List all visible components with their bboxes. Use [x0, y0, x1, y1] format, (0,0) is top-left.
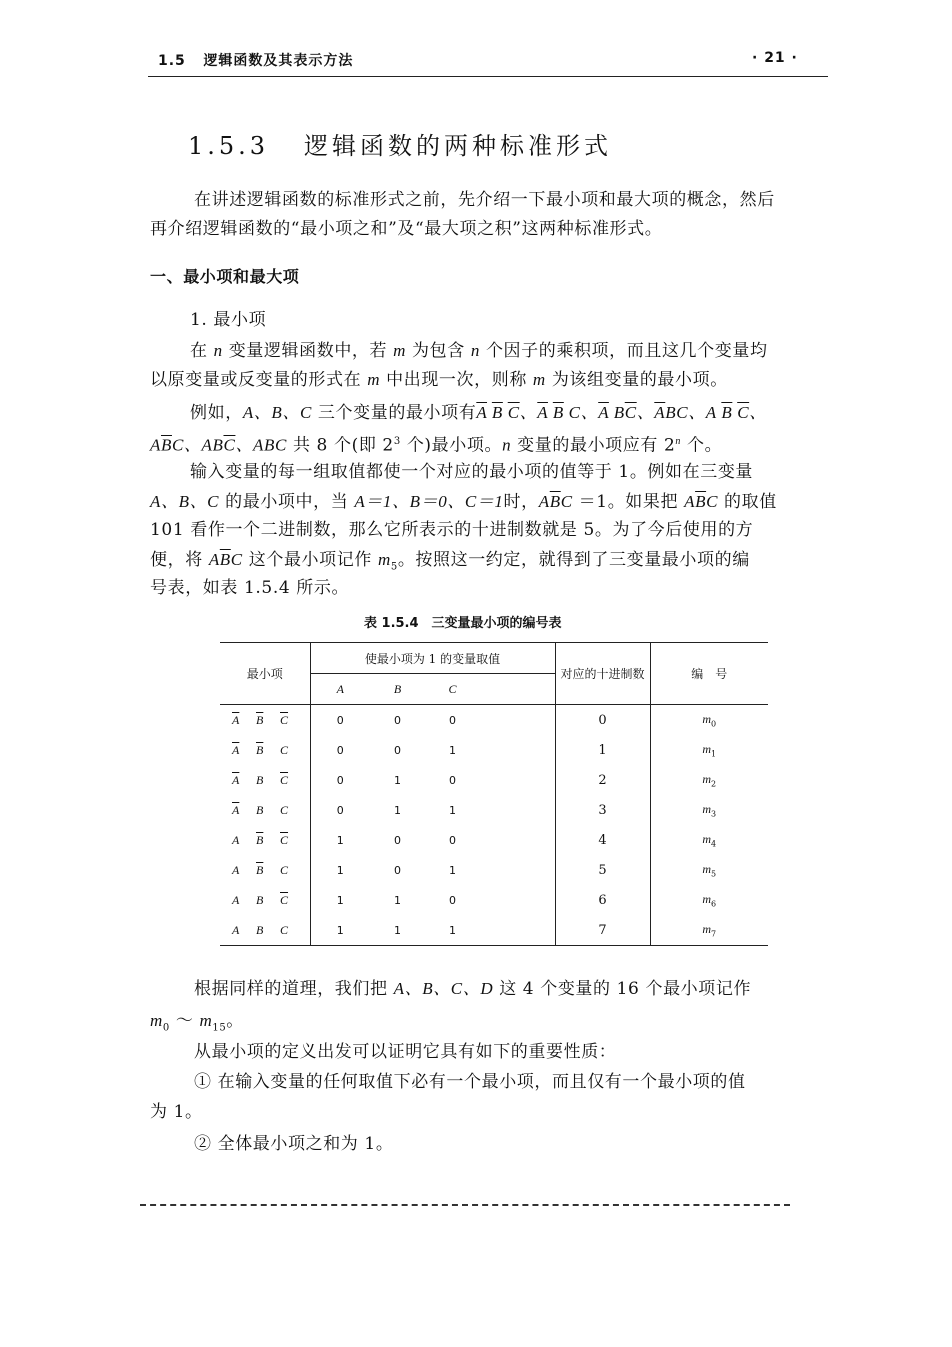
id-cell: $m_1$ — [702, 741, 717, 759]
header-title: 逻辑函数及其表示方法 — [203, 53, 354, 69]
value-cell: 0 — [449, 893, 456, 907]
intro-line-2: 再介绍逻辑函数的“最小项之和”及“最大项之积”这两种标准形式。 — [150, 219, 663, 239]
col-decimal: 对应的十进制数 — [555, 643, 650, 705]
header-rule — [148, 76, 828, 77]
table-row — [220, 795, 768, 825]
section-number: 1.5.3 — [188, 132, 270, 160]
col-a: A — [310, 674, 370, 705]
value-cell: 0 — [336, 803, 344, 817]
explain-line-3: 101 看作一个二进制数，那么它所表示的十进制数就是 5。为了今后使用的方 — [150, 520, 754, 540]
property-intro: 从最小项的定义出发可以证明它具有如下的重要性质： — [194, 1042, 617, 1062]
table-caption: 表 1.5.4 三变量最小项的编号表 — [364, 616, 562, 631]
decimal-cell: 4 — [555, 825, 650, 855]
minterm-table — [220, 642, 768, 946]
id-cell: $m_3$ — [702, 801, 717, 819]
page-number: · 21 · — [752, 50, 798, 66]
decimal-cell: 7 — [555, 915, 650, 946]
value-cell: 1 — [449, 803, 456, 817]
col-values: 使最小项为 1 的变量取值 — [310, 643, 555, 674]
section-title — [188, 126, 612, 161]
item-heading: 1. 最小项 — [190, 310, 267, 330]
example-line-2: $A\overline{B}C$、$AB\overline{C}$、ABC 共 8 个(即 $2^3$ 个)最小项。n 变量的最小项应有 2$^n$ 个。 — [150, 435, 723, 456]
id-cell: $m_0$ — [702, 711, 717, 729]
minterm-cell: A B $\overline{C}$ — [220, 885, 310, 915]
table-row — [220, 705, 768, 736]
col-id: 编 号 — [650, 643, 768, 705]
id-cell: $m_5$ — [702, 861, 717, 879]
value-cell: 1 — [394, 893, 401, 907]
minterm-cell: A B C — [220, 915, 310, 946]
value-cell: 1 — [336, 863, 344, 877]
subheading: 一、最小项和最大项 — [150, 267, 300, 286]
property-2: ② 全体最小项之和为 1。 — [194, 1134, 394, 1154]
id-cell: $m_7$ — [702, 921, 717, 939]
value-cell: 1 — [336, 923, 344, 937]
explain-line-1: 输入变量的每一组取值都使一个对应的最小项的值等于 1。例如在三变量 — [190, 462, 754, 482]
explain-line-4: 便，将 $A\overline{B}C$ 这个最小项记作 $m_5$。按照这一约定，就得到了三变量最小项的编 — [150, 550, 750, 573]
minterm-cell: $\overline{A}$ $\overline{B}$ C — [220, 735, 310, 765]
intro-line-1: 在讲述逻辑函数的标准形式之前，先介绍一下最小项和最大项的概念，然后 — [194, 190, 775, 210]
decimal-cell: 5 — [555, 855, 650, 885]
value-cell: 0 — [336, 743, 344, 757]
after-line-2: $m_0$ ～ $m_{15}$。 — [150, 1011, 244, 1034]
value-cell: 1 — [449, 863, 456, 877]
value-cell: 0 — [336, 773, 344, 787]
value-cell: 1 — [336, 893, 344, 907]
minterm-cell: $\overline{A}$ $\overline{B}$ $\overline{C}$ — [220, 705, 310, 736]
table-row — [220, 735, 768, 765]
page-bottom-rule — [140, 1204, 790, 1206]
col-b: B — [370, 674, 425, 705]
decimal-cell: 6 — [555, 885, 650, 915]
value-cell: 1 — [394, 923, 401, 937]
value-cell: 0 — [336, 713, 344, 727]
minterm-cell: A $\overline{B}$ $\overline{C}$ — [220, 825, 310, 855]
value-cell: 1 — [394, 773, 401, 787]
value-cell: 0 — [394, 743, 401, 757]
explain-line-2: A、B、C 的最小项中，当 A＝1、B＝0、C＝1时，$A\overline{B}C =1$。如果把 $A\overline{B}C$ 的取值 — [150, 492, 777, 512]
section-title-text: 逻辑函数的两种标准形式 — [303, 132, 612, 160]
value-cell: 1 — [449, 923, 456, 937]
id-cell: $m_2$ — [702, 771, 717, 789]
decimal-cell: 3 — [555, 795, 650, 825]
col-c: C — [425, 674, 480, 705]
explain-line-5: 号表，如表 1.5.4 所示。 — [150, 578, 350, 598]
table-row — [220, 915, 768, 946]
definition-line-1: 在 n 变量逻辑函数中，若 m 为包含 n 个因子的乘积项，而且这几个变量均 — [190, 341, 768, 361]
header-section: 1.5 — [158, 53, 186, 69]
value-cell: 1 — [449, 743, 456, 757]
value-cell: 0 — [449, 713, 456, 727]
col-minterm: 最小项 — [220, 643, 310, 705]
value-cell: 0 — [449, 833, 456, 847]
value-cell: 1 — [394, 803, 401, 817]
decimal-cell: 0 — [555, 705, 650, 736]
value-cell: 1 — [336, 833, 344, 847]
decimal-cell: 1 — [555, 735, 650, 765]
table-row — [220, 765, 768, 795]
value-cell: 0 — [449, 773, 456, 787]
table-row — [220, 885, 768, 915]
property-1-line-2: 为 1。 — [150, 1102, 203, 1122]
minterm-cell: $\overline{A}$ B $\overline{C}$ — [220, 765, 310, 795]
running-header-left — [158, 50, 353, 70]
example-line-1: 例如，A、B、C 三个变量的最小项有$\overline{A}$ $\overline{B}$ $\overline{C}$、$\overline{A}$ $\overline{B}$ C、$\overline{A}$ $B\overline{C}$、$\overline{A}BC$、A $\overline{B}$ $\overline{C}$、 — [190, 403, 767, 423]
table-row — [220, 825, 768, 855]
minterm-cell: A $\overline{B}$ C — [220, 855, 310, 885]
value-cell: 0 — [394, 833, 401, 847]
definition-line-2: 以原变量或反变量的形式在 m 中出现一次，则称 m 为该组变量的最小项。 — [150, 370, 728, 390]
decimal-cell: 2 — [555, 765, 650, 795]
value-cell: 0 — [394, 713, 401, 727]
id-cell: $m_4$ — [702, 831, 717, 849]
id-cell: $m_6$ — [702, 891, 717, 909]
minterm-cell: $\overline{A}$ B C — [220, 795, 310, 825]
table-row — [220, 855, 768, 885]
value-cell: 0 — [394, 863, 401, 877]
after-line-1: 根据同样的道理，我们把 A、B、C、D 这 4 个变量的 16 个最小项记作 — [194, 979, 752, 999]
property-1-line-1: ① 在输入变量的任何取值下必有一个最小项，而且仅有一个最小项的值 — [194, 1072, 746, 1092]
